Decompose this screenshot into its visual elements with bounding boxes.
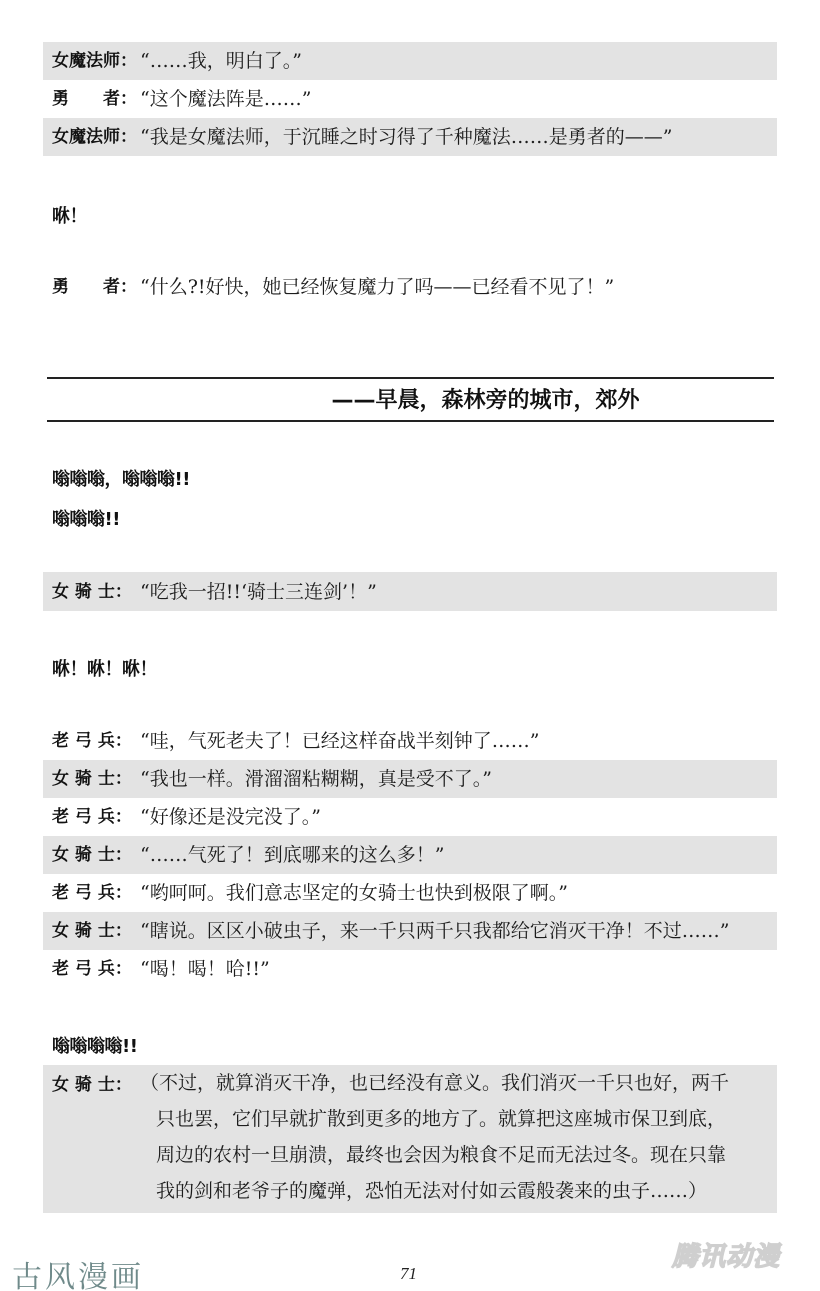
scene-heading: ——早晨，森林旁的城市，郊外	[331, 388, 640, 413]
dialogue-row	[43, 836, 777, 874]
speaker-label: 女 骑 士：	[52, 1075, 132, 1095]
dialogue-row	[43, 572, 777, 611]
speaker-label: 女 骑 士：	[52, 581, 132, 602]
divider-bottom	[47, 420, 774, 422]
monologue-line: 我的剑和老爷子的魔弹，恐怕无法对付如云霞般袭来的虫子……）	[156, 1180, 708, 1202]
speaker-label: 女魔法师：	[52, 51, 137, 71]
site-logo: 古风漫画	[12, 1260, 144, 1291]
dialogue-text: “我是女魔法师，于沉睡之时习得了千种魔法……是勇者的——”	[140, 126, 673, 148]
speaker-label: 勇 者：	[52, 89, 137, 109]
dialogue-text: “好像还是没完没了。”	[140, 806, 321, 828]
divider-top	[47, 377, 774, 379]
dialogue-row	[43, 950, 777, 988]
speaker-label: 女 骑 士：	[52, 769, 132, 789]
dialogue-row	[43, 721, 777, 760]
speaker-label: 女魔法师：	[52, 127, 137, 147]
dialogue-text: “……气死了！到底哪来的这么多！”	[140, 844, 445, 866]
dialogue-row	[43, 268, 777, 306]
sound-effect: 咻！咻！咻！	[52, 659, 157, 680]
dialogue-row	[43, 760, 777, 798]
dialogue-text: “哇，气死老夫了！已经这样奋战半刻钟了……”	[140, 729, 540, 752]
dialogue-text: “喝！喝！哈!!”	[140, 958, 270, 980]
page-number: 71	[400, 1264, 417, 1283]
monologue-line: （不过，就算消灭干净，也已经没有意义。我们消灭一千只也好，两千	[140, 1072, 730, 1094]
dialogue-row	[43, 874, 777, 912]
sound-effect: 嗡嗡嗡嗡!!	[52, 1036, 138, 1057]
dialogue-row	[43, 798, 777, 836]
dialogue-row	[43, 80, 777, 118]
monologue-line: 只也罢，它们早就扩散到更多的地方了。就算把这座城市保卫到底，	[156, 1108, 727, 1130]
dialogue-row	[43, 912, 777, 950]
speaker-label: 女 骑 士：	[52, 845, 132, 865]
watermark-logo: 腾讯动漫	[672, 1242, 781, 1272]
speaker-label: 老 弓 兵：	[52, 730, 132, 751]
monologue-block	[43, 1065, 777, 1213]
monologue-text	[140, 1065, 729, 1215]
dialogue-row	[43, 118, 777, 156]
monologue-line: 周边的农村一旦崩溃，最终也会因为粮食不足而无法过冬。现在只靠	[156, 1144, 727, 1166]
dialogue-text: “哟呵呵。我们意志坚定的女骑士也快到极限了啊。”	[140, 882, 568, 904]
dialogue-row	[43, 42, 777, 80]
sound-effect: 嗡嗡嗡，嗡嗡嗡!!	[52, 469, 190, 490]
sound-effect: 嗡嗡嗡!!	[52, 509, 120, 530]
speaker-label: 女 骑 士：	[52, 921, 132, 941]
dialogue-text: “吃我一招!!‘骑士三连剑’！”	[140, 580, 377, 603]
sound-effect: 咻！	[52, 206, 87, 227]
dialogue-text: “我也一样。滑溜溜粘糊糊，真是受不了。”	[140, 768, 492, 790]
dialogue-text: “这个魔法阵是……”	[140, 88, 312, 110]
speaker-label: 老 弓 兵：	[52, 959, 132, 979]
dialogue-text: “……我，明白了。”	[140, 50, 302, 72]
speaker-label: 勇 者：	[52, 277, 137, 297]
speaker-label: 老 弓 兵：	[52, 883, 132, 903]
dialogue-text: “什么?!好快，她已经恢复魔力了吗——已经看不见了！”	[140, 276, 615, 298]
dialogue-text: “瞎说。区区小破虫子，来一千只两千只我都给它消灭干净！不过……”	[140, 920, 730, 942]
speaker-label: 老 弓 兵：	[52, 807, 132, 827]
